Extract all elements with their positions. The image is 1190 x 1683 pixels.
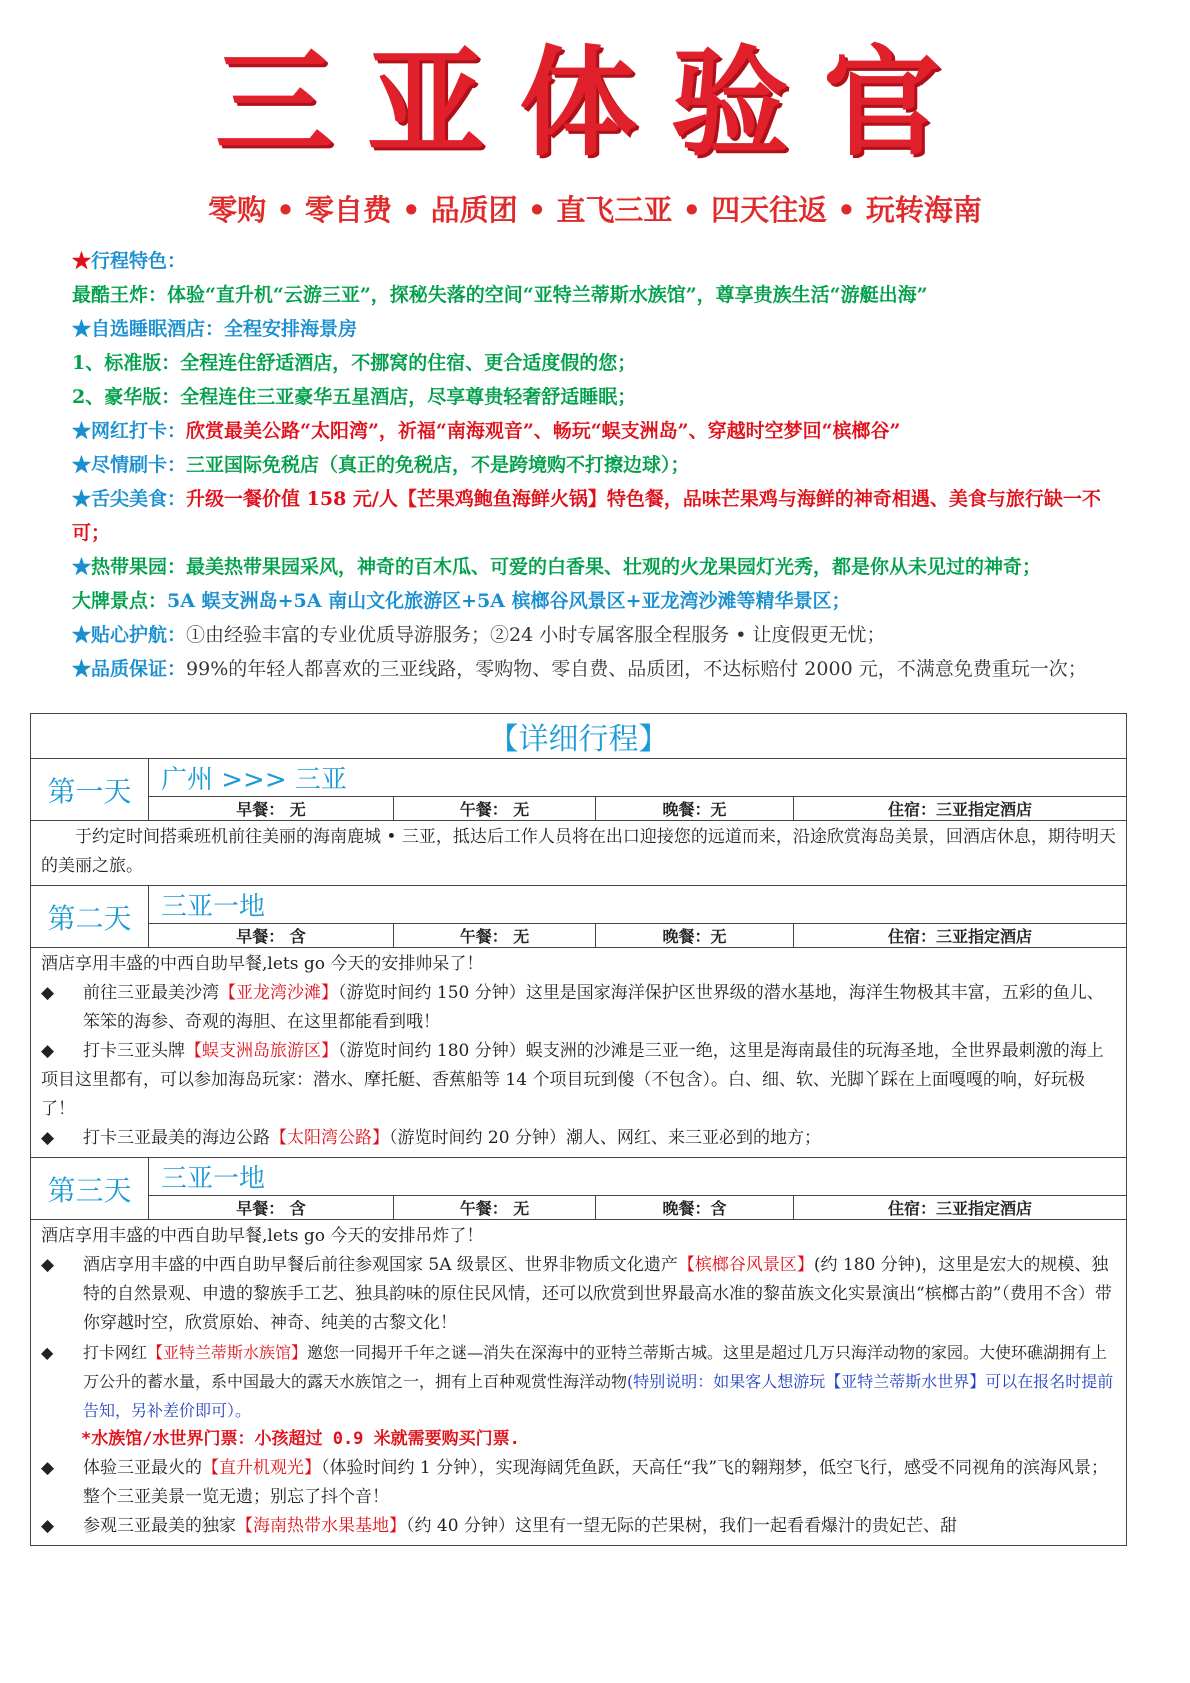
lunch-cell: 午餐： 无 bbox=[394, 797, 596, 821]
diamond-bullet-icon: ◆ bbox=[41, 1128, 55, 1148]
itinerary-header: 【详细行程】 bbox=[31, 714, 1127, 759]
itinerary-table bbox=[30, 713, 1127, 1546]
star-icon: ★ bbox=[72, 318, 92, 340]
star-icon: ★ bbox=[72, 556, 92, 578]
hotel-cell: 住宿：三亚指定酒店 bbox=[794, 1196, 1127, 1220]
day-label: 第三天 bbox=[31, 1158, 149, 1220]
feature-line: 2、豪华版：全程连住三亚豪华五星酒店，尽享尊贵轻奢舒适睡眠； bbox=[72, 386, 637, 408]
feature-line: 1、标准版：全程连住舒适酒店，不挪窝的住宿、更合适度假的您； bbox=[72, 352, 637, 374]
red-star-icon: ★ bbox=[72, 250, 92, 272]
feature-line: ★热带果园：最美热带果园采风，神奇的百木瓜、可爱的白香果、壮观的火龙果园灯光秀，都是你从未见过的神奇； bbox=[72, 556, 1042, 578]
breakfast-cell: 早餐： 含 bbox=[149, 924, 394, 948]
list-item: ◆ 体验三亚最火的【直升机观光】（体验时间约 1 分钟），实现海阔凭鱼跃，天高任“我”飞的翱翔梦，低空飞行，感受不同视角的滨海风景；整个三亚美景一览无遗；别忘了抖个音！ bbox=[41, 1454, 1116, 1512]
day-label: 第一天 bbox=[31, 759, 149, 821]
day-description bbox=[31, 1220, 1127, 1546]
star-icon: ★ bbox=[72, 420, 92, 442]
lunch-cell: 午餐： 无 bbox=[394, 1196, 596, 1220]
breakfast-cell: 早餐： 无 bbox=[149, 797, 394, 821]
subtitle: 零购 • 零自费 • 品质团 • 直飞三亚 • 四天往返 • 玩转海南 bbox=[208, 193, 982, 227]
list-item: ◆ 参观三亚最美的独家【海南热带水果基地】（约 40 分钟）这里有一望无际的芒果树，我们一起看看爆汁的贵妃芒、甜 bbox=[41, 1512, 1116, 1541]
day-description bbox=[31, 821, 1127, 886]
list-item: ◆ 打卡网红【亚特兰蒂斯水族馆】邀您一同揭开千年之谜—消失在深海中的亚特兰蒂斯古城。这里是超过几万只海洋动物的家园。大使环礁湖拥有上万公升的蓄水量，系中国最大的露天水族馆之一，拥有上百种观赏性海洋动物(特别说明：如果客人想游玩【亚特兰蒂斯水世界】可以在报名时提前告知，另补差价即可）。 bbox=[41, 1338, 1116, 1425]
feature-line: ★自选睡眠酒店：全程安排海景房 bbox=[72, 318, 358, 340]
list-item: ◆ 前往三亚最美沙湾【亚龙湾沙滩】（游览时间约 150 分钟）这里是国家海洋保护区世界级的潜水基地，海洋生物极其丰富，五彩的鱼儿、笨笨的海参、奇观的海胆、在这里都能看到哦！ bbox=[41, 979, 1116, 1037]
diamond-bullet-icon: ◆ bbox=[41, 1041, 55, 1061]
breakfast-cell: 早餐： 含 bbox=[149, 1196, 394, 1220]
day-label: 第二天 bbox=[31, 886, 149, 948]
feature-line: ★品质保证：99%的年轻人都喜欢的三亚线路，零购物、零自费、品质团，不达标赔付 2000 元，不满意免费重玩一次； bbox=[72, 658, 1087, 680]
feature-line: ★网红打卡：欣赏最美公路“太阳湾”，祈福“南海观音”、畅玩“蜈支洲岛”、穿越时空梦回“槟榔谷” bbox=[72, 420, 901, 442]
page-title: 三亚体验官 bbox=[214, 34, 975, 172]
dinner-cell: 晚餐：含 bbox=[596, 1196, 794, 1220]
diamond-bullet-icon: ◆ bbox=[41, 1458, 55, 1478]
diamond-bullet-icon: ◆ bbox=[41, 1343, 54, 1362]
feature-line: 最酷王炸：体验“直升机“云游三亚”，探秘失落的空间“亚特兰蒂斯水族馆”，尊享贵族生活“游艇出海” bbox=[72, 284, 928, 306]
dinner-cell: 晚餐：无 bbox=[596, 924, 794, 948]
star-icon: ★ bbox=[72, 658, 92, 680]
day-route: 三亚一地 bbox=[149, 886, 1127, 924]
list-item: ◆ 酒店享用丰盛的中西自助早餐后前往参观国家 5A 级景区、世界非物质文化遗产【槟榔谷风景区】(约 180 分钟)，这里是宏大的规模、独特的自然景观、申遗的黎族手工艺、独具韵味的原住民风情，还可以欣赏到世界最高水准的黎苗族文化实景演出“槟榔古韵”（费用不含）带你穿越时空，欣赏原始、神奇、纯美的古黎文化！ bbox=[41, 1251, 1116, 1338]
star-icon: ★ bbox=[72, 454, 92, 476]
list-item: ◆ 打卡三亚头牌【蜈支洲岛旅游区】（游览时间约 180 分钟）蜈支洲的沙滩是三亚一绝，这里是海南最佳的玩海圣地，全世界最刺激的海上项目这里都有，可以参加海岛玩家：潜水、摩托艇、香蕉船等 14 个项目玩到傻（不包含）。白、细、软、光脚丫踩在上面嘎嘎的响，好玩极了！ bbox=[41, 1037, 1116, 1124]
star-icon: ★ bbox=[72, 488, 92, 510]
feature-line: ★舌尖美食：升级一餐价值 158 元/人【芒果鸡鲍鱼海鲜火锅】特色餐，品味芒果鸡与海鲜的神奇相遇、美食与旅行缺一不可； bbox=[72, 488, 1101, 544]
day-text: 于约定时间搭乘班机前往美丽的海南鹿城 • 三亚，抵达后工作人员将在出口迎接您的远道而来，沿途欣赏海岛美景，回酒店休息，期待明天的美丽之旅。 bbox=[41, 827, 1116, 876]
day-route: 广州 >>> 三亚 bbox=[149, 759, 1127, 797]
dinner-cell: 晚餐：无 bbox=[596, 797, 794, 821]
day-intro: 酒店享用丰盛的中西自助早餐,lets go 今天的安排吊炸了！ bbox=[41, 1226, 484, 1246]
diamond-bullet-icon: ◆ bbox=[41, 1516, 55, 1536]
features-section bbox=[72, 244, 1132, 686]
feature-line: ★贴心护航：①由经验丰富的专业优质导游服务；②24 小时专属客服全程服务 • 让度假更无忧； bbox=[72, 624, 886, 646]
diamond-bullet-icon: ◆ bbox=[41, 983, 55, 1003]
diamond-bullet-icon: ◆ bbox=[41, 1255, 55, 1275]
hotel-cell: 住宿：三亚指定酒店 bbox=[794, 797, 1127, 821]
feature-line: ★尽情刷卡：三亚国际免税店（真正的免税店，不是跨境购不打擦边球）； bbox=[72, 454, 690, 476]
day-route: 三亚一地 bbox=[149, 1158, 1127, 1196]
features-heading: ★行程特色： bbox=[72, 250, 187, 272]
list-item: ◆ 打卡三亚最美的海边公路【太阳湾公路】（游览时间约 20 分钟）潮人、网红、来三亚必到的地方； bbox=[41, 1124, 1116, 1153]
ticket-warning: *水族馆/水世界门票：小孩超过 0.9 米就需要购买门票. bbox=[81, 1429, 520, 1449]
lunch-cell: 午餐： 无 bbox=[394, 924, 596, 948]
star-icon: ★ bbox=[72, 624, 92, 646]
day-description bbox=[31, 948, 1127, 1158]
day-intro: 酒店享用丰盛的中西自助早餐,lets go 今天的安排帅呆了！ bbox=[41, 954, 484, 974]
hotel-cell: 住宿：三亚指定酒店 bbox=[794, 924, 1127, 948]
feature-line: 大牌景点：5A 蜈支洲岛+5A 南山文化旅游区+5A 槟榔谷风景区+亚龙湾沙滩等精华景区； bbox=[72, 590, 851, 612]
